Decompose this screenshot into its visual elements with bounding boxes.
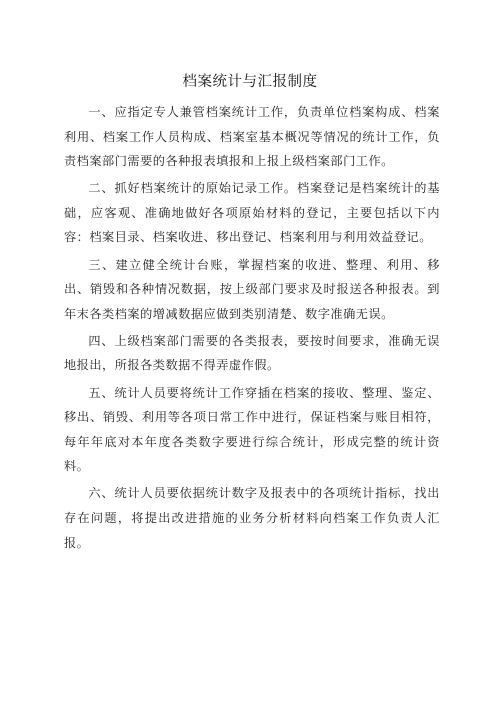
paragraph-4: 四、上级档案部门需要的各类报表，要按时间要求，准确无误地报出，所报各类数据不得弄虚作假。: [64, 333, 440, 373]
document-body: [64, 100, 440, 555]
paragraph-3: 三、建立健全统计台账，掌握档案的收进、整理、利用、移出、销毁和各种情况数据，按上级部门要求及时报送各种报表。到年末各类档案的增减数据应做到类别清楚、数字准确无误。: [64, 257, 440, 321]
paragraph-6: 六、统计人员要依据统计数字及报表中的各项统计指标，找出存在问题，将提出改进措施的业务分析材料向档案工作负责人汇报。: [64, 486, 440, 550]
document-title: 档案统计与汇报制度: [182, 74, 318, 90]
paragraph-5: 五、统计人员要将统计工作穿插在档案的接收、整理、鉴定、移出、销毁、利用等各项日常工作中进行，保证档案与账目相符，每年年底对本年度各类数字要进行综合统计，形成完整的统计资料。: [64, 385, 440, 474]
paragraph-2: 二、抓好档案统计的原始记录工作。档案登记是档案统计的基础，应客观、准确地做好各项原始材料的登记，主要包括以下内容：档案目录、档案收进、移出登记、档案利用与利用效益登记。: [64, 181, 440, 245]
paragraph-1: 一、应指定专人兼管档案统计工作，负责单位档案构成、档案利用、档案工作人员构成、档案室基本概况等情况的统计工作，负责档案部门需要的各种报表填报和上报上级档案部门工作。: [64, 105, 440, 169]
